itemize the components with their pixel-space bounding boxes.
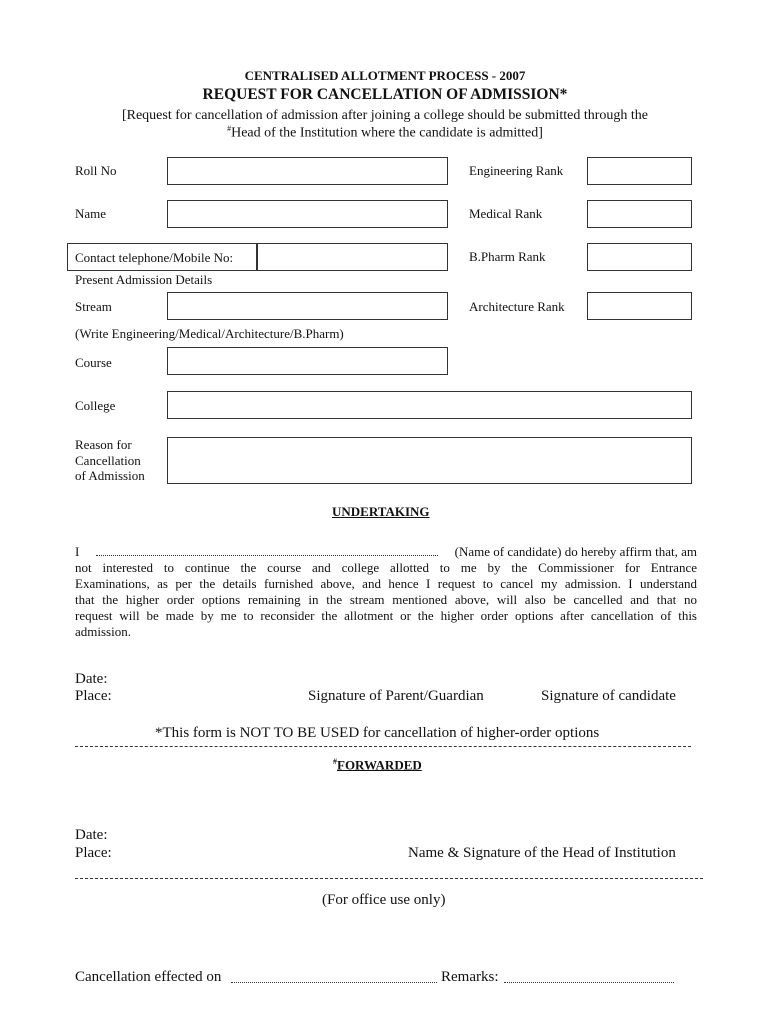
course-field[interactable] <box>167 347 448 375</box>
reason-label <box>75 437 145 484</box>
form-title: REQUEST FOR CANCELLATION OF ADMISSION* <box>202 86 568 103</box>
reason-label-line-2: Cancellation <box>75 452 141 468</box>
remarks-dotted-field[interactable] <box>504 970 674 983</box>
parent-signature-label: Signature of Parent/Guardian <box>308 688 484 704</box>
contact-label: Contact telephone/Mobile No: <box>75 250 234 265</box>
present-admission-label: Present Admission Details <box>75 272 213 287</box>
candidate-name-dotted-field[interactable] <box>96 555 438 556</box>
college-field[interactable] <box>167 391 692 419</box>
reason-label-line-3: of Admission <box>75 468 145 483</box>
undertaking-line-1-end: (Name of candidate) do hereby affirm that, am <box>454 544 697 559</box>
stream-hint: (Write Engineering/Medical/Architecture/B.Pharm) <box>75 326 344 341</box>
reason-label-line-1: Reason for <box>75 437 132 452</box>
reason-field[interactable] <box>167 437 692 484</box>
bpharm-rank-field[interactable] <box>587 243 692 271</box>
footnote: *This form is NOT TO BE USED for cancellation of higher-order options <box>155 725 600 741</box>
architecture-rank-field[interactable] <box>587 292 692 320</box>
contact-label-box <box>67 243 257 271</box>
roll-no-label: Roll No <box>75 163 117 178</box>
stream-label: Stream <box>75 299 112 314</box>
candidate-signature-label: Signature of candidate <box>541 688 676 704</box>
roll-no-field[interactable] <box>167 157 448 185</box>
medical-rank-field[interactable] <box>587 200 692 228</box>
office-use-note: (For office use only) <box>322 892 446 908</box>
medical-rank-label: Medical Rank <box>469 206 543 221</box>
undertaking-line-4: that the higher order options remaining in the stream mentioned above, will also be cancelled and that no <box>75 592 697 607</box>
hash-mark: # <box>227 124 232 133</box>
name-field[interactable] <box>167 200 448 228</box>
note-line-1: [Request for cancellation of admission after joining a college should be submitted through the <box>121 108 649 123</box>
forwarded-heading <box>333 757 422 773</box>
course-label: Course <box>75 355 112 370</box>
cancellation-date-dotted-field[interactable] <box>231 970 437 983</box>
college-label: College <box>75 398 116 413</box>
undertaking-line-1 <box>75 544 697 560</box>
name-label: Name <box>75 206 107 221</box>
date-label: Date: <box>75 671 108 687</box>
cancellation-label: Cancellation effected on <box>75 969 222 985</box>
stream-field[interactable] <box>167 292 448 320</box>
place-label: Place: <box>75 688 112 704</box>
undertaking-line-3: Examinations, as per the details furnished above, and hence I request to cancel my admission. I understand <box>75 576 697 591</box>
divider-1 <box>75 746 691 747</box>
forwarded-place-label: Place: <box>75 845 112 861</box>
remarks-label: Remarks: <box>441 969 499 985</box>
contact-field[interactable] <box>257 243 448 271</box>
undertaking-line-1-start: I <box>75 544 80 559</box>
engineering-rank-field[interactable] <box>587 157 692 185</box>
architecture-rank-label: Architecture Rank <box>469 299 565 314</box>
undertaking-line-5: request will be made by me to reconsider the allotment or the higher order options after cancellation of this <box>75 608 697 623</box>
forwarded-hash-mark: # <box>333 757 337 766</box>
note-line-2-text: Head of the Institution where the candidate is admitted] <box>231 125 543 141</box>
divider-2 <box>75 878 703 879</box>
engineering-rank-label: Engineering Rank <box>469 163 564 178</box>
forwarded-heading-text: FORWARDED <box>337 757 422 773</box>
bpharm-rank-label: B.Pharm Rank <box>469 249 546 264</box>
head-signature-label: Name & Signature of the Head of Institution <box>408 845 676 861</box>
forwarded-date-label: Date: <box>75 827 108 843</box>
undertaking-heading: UNDERTAKING <box>332 504 430 519</box>
undertaking-body <box>75 544 697 640</box>
process-title: CENTRALISED ALLOTMENT PROCESS - 2007 <box>244 68 526 83</box>
undertaking-line-6: admission. <box>75 624 131 639</box>
note-line-2 <box>0 124 770 142</box>
undertaking-line-2: not interested to continue the course and college allotted to me by the Commissioner for Entrance <box>75 560 697 575</box>
